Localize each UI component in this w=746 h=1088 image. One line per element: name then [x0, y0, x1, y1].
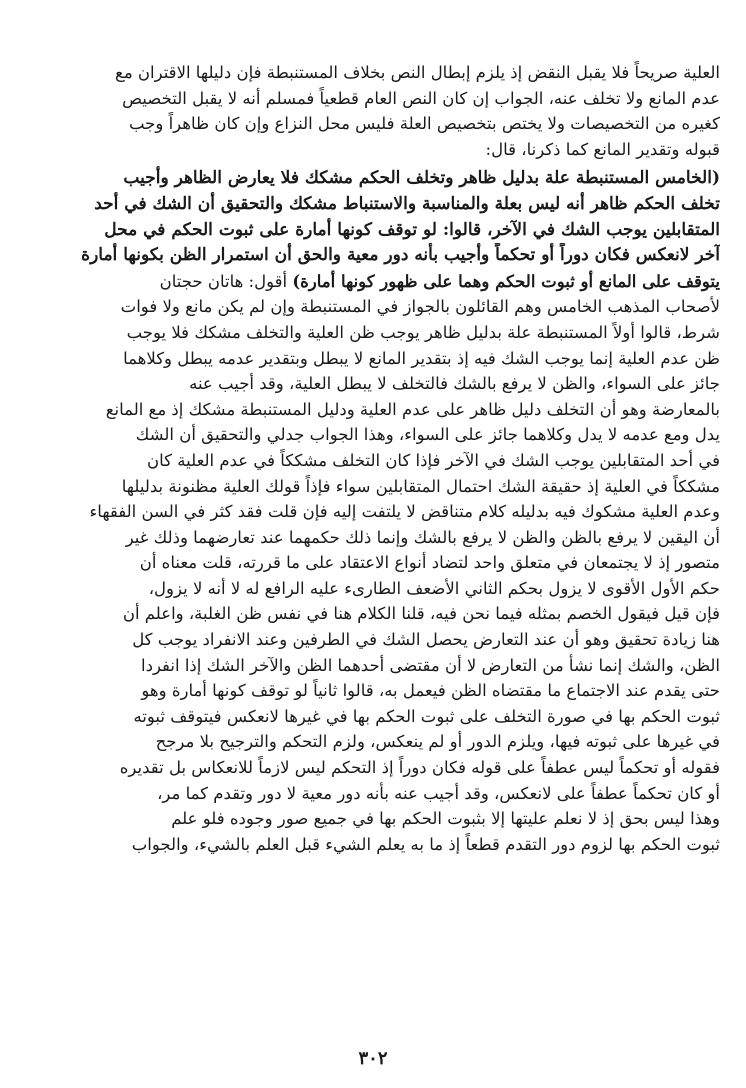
- text-line: لأصحاب المذهب الخامس وهم القائلون بالجواز في المستنبطة وإن لم يكن مانع ولا فوات: [120, 297, 720, 317]
- text-line: عدم المانع ولا تخلف عنه، الجواب إن كان النص العام قطعياً فمسلم أنه لا يقبل التخصيص: [122, 88, 720, 108]
- quoted-matn: [40, 166, 720, 294]
- text-line: متصور إذ لا يجتمعان في متعلق واحد لتضاد أنواع الاعتقاد على ما قررته، قلت معناه أن: [139, 553, 720, 573]
- text-line: جائز على السواء، والظن لا يرفع بالشك فالتخلف لا يبطل العلية، وقد أجيب عنه: [189, 374, 720, 394]
- commentary-start: أقول: هاتان حجتان: [159, 271, 293, 291]
- text-line: في أحد المتقابلين يوجب الشك في الآخر فإذا كان التخلف مشككاً في عدم العلية كان: [147, 450, 720, 470]
- text-line: العلية صريحاً فلا يقبل النقض إذ يلزم إبطال النص بخلاف المستنبطة فإن دليلها الاقتران مع: [115, 63, 720, 82]
- text-line: وعدم العلية مشكوك فيه بدليله كلام متناقض لا يلتفت إليه فإن قلت فقد كثر في السن الفقهاء: [89, 502, 720, 522]
- paragraph-intro: [40, 60, 720, 162]
- matn-line: آخر لانعكس فكان دوراً أو تحكماً وأجيب بأنه دور معية والحق أن استمرار الظن بكونها أمارة: [81, 245, 720, 266]
- text-line: مشككاً في العلية إذ حقيقة الشك احتمال المتقابلين سواء فإذاً قولك العلية مظنونة بدليلها: [121, 476, 720, 496]
- text-line: أن اليقين لا يرفع بالظن والظن لا يرفع بالشك وإنما ذلك حكمهما عند تعارضهما وذلك غير: [125, 527, 720, 547]
- text-line: كغيره من التخصيصات ولا يختص بتخصيص العلة فليس محل النزاع وإن كان ظاهراً وجب: [128, 114, 720, 134]
- text-line: أو كان تحكماً عطفاً على لانعكس، وقد أجيب عنه بأنه دور معية لا دور وتقدم كما مر،: [157, 783, 720, 803]
- matn-end: يتوقف على المانع أو ثبوت الحكم وهما على ظهور كونها أمارة): [292, 271, 720, 291]
- text-line: حكم الأول الأقوى لا يزول بحكم الثاني الأضعف الطارىء عليه الرافع له لا أنه لا يزول،: [148, 578, 720, 598]
- text-line: حتى يقدم عند الاجتماع ما مقتضاه الظن فيعمل به، قالوا ثانياً لو توقف كونها أمارة وهو: [141, 681, 720, 701]
- text-line: ثبوت الحكم بها لزوم دور التقدم قطعاً إذ ما به يعلم الشيء قبل العلم بالشيء، والجواب: [131, 834, 720, 854]
- commentary-paragraph: [40, 294, 720, 857]
- matn-line: (الخامس المستنبطة علة بدليل ظاهر وتخلف الحكم مشكك فلا يعارض الظاهر وأجيب: [123, 168, 720, 189]
- text-line: شرط، قالوا أولاً المستنبطة علة بدليل ظاهر يوجب ظن العلية والتخلف مشكك فلا يوجب: [126, 322, 720, 342]
- text-line: بالمعارضة وهو أن التخلف دليل ظاهر على عدم العلية ودليل المستنبطة مشكك إذ مع المانع: [105, 399, 720, 419]
- mixed-line: [40, 269, 720, 295]
- text-line: فإن قيل فيقول الخصم بمثله فيما نحن فيه، قلنا الكلام هنا في نفس ظن الغلبة، واعلم أن: [122, 604, 720, 624]
- document-page: [40, 60, 720, 857]
- text-line: فقوله أو تحكماً ليس عطفاً على قوله فكان دوراً إذ التحكم ليس لازماً للانعكاس بل تقديره: [119, 758, 720, 778]
- matn-line: المتقابلين يوجب الشك في الآخر، قالوا: لو توقف كونها أمارة على ثبوت الحكم في محل: [104, 219, 720, 240]
- text-line: يدل ومع عدمه لا يدل وكلاهما جائز على السواء، وهذا الجواب جدلي والتحقيق أن الشك: [135, 425, 720, 445]
- matn-line: تخلف الحكم ظاهر أنه ليس بعلة والمناسبة والاستنباط مشكك والتحقيق أن الشك في أحد: [94, 193, 720, 214]
- text-line: ثبوت الحكم بها في صورة التخلف على ثبوت الحكم بها في غيرها لانعكس فيتوقف ثبوته: [133, 706, 720, 726]
- text-line: ظن عدم العلية إنما يوجب الشك فيه إذ بتقدير المانع لا يبطل وبتقدير عدمه يبطل وكلاهما: [123, 348, 720, 368]
- text-line: في غيرها على ثبوته فيها، ويلزم الدور أو لم ينعكس، ولزم التحكم والترجيح بلا مرجح: [155, 732, 720, 752]
- text-line: قبوله وتقدير المانع كما ذكرنا، قال:: [485, 139, 720, 159]
- text-line: وهذا ليس بحق إذ لا نعلم عليتها إلا بثبوت الحكم بها في جميع صور وجوده فلو علم: [171, 809, 720, 829]
- text-line: الظن، والشك إنما نشأ من التعارض لا أن مقتضى أحدهما الظن والآخر الشك إذا انفردا: [141, 655, 720, 675]
- page-number: ٣٠٢: [358, 1048, 388, 1069]
- text-line: هنا زيادة تحقيق وهو أن عند التعارض يحصل الشك في الطرفين وعند الانفراد يوجب كل: [132, 630, 720, 650]
